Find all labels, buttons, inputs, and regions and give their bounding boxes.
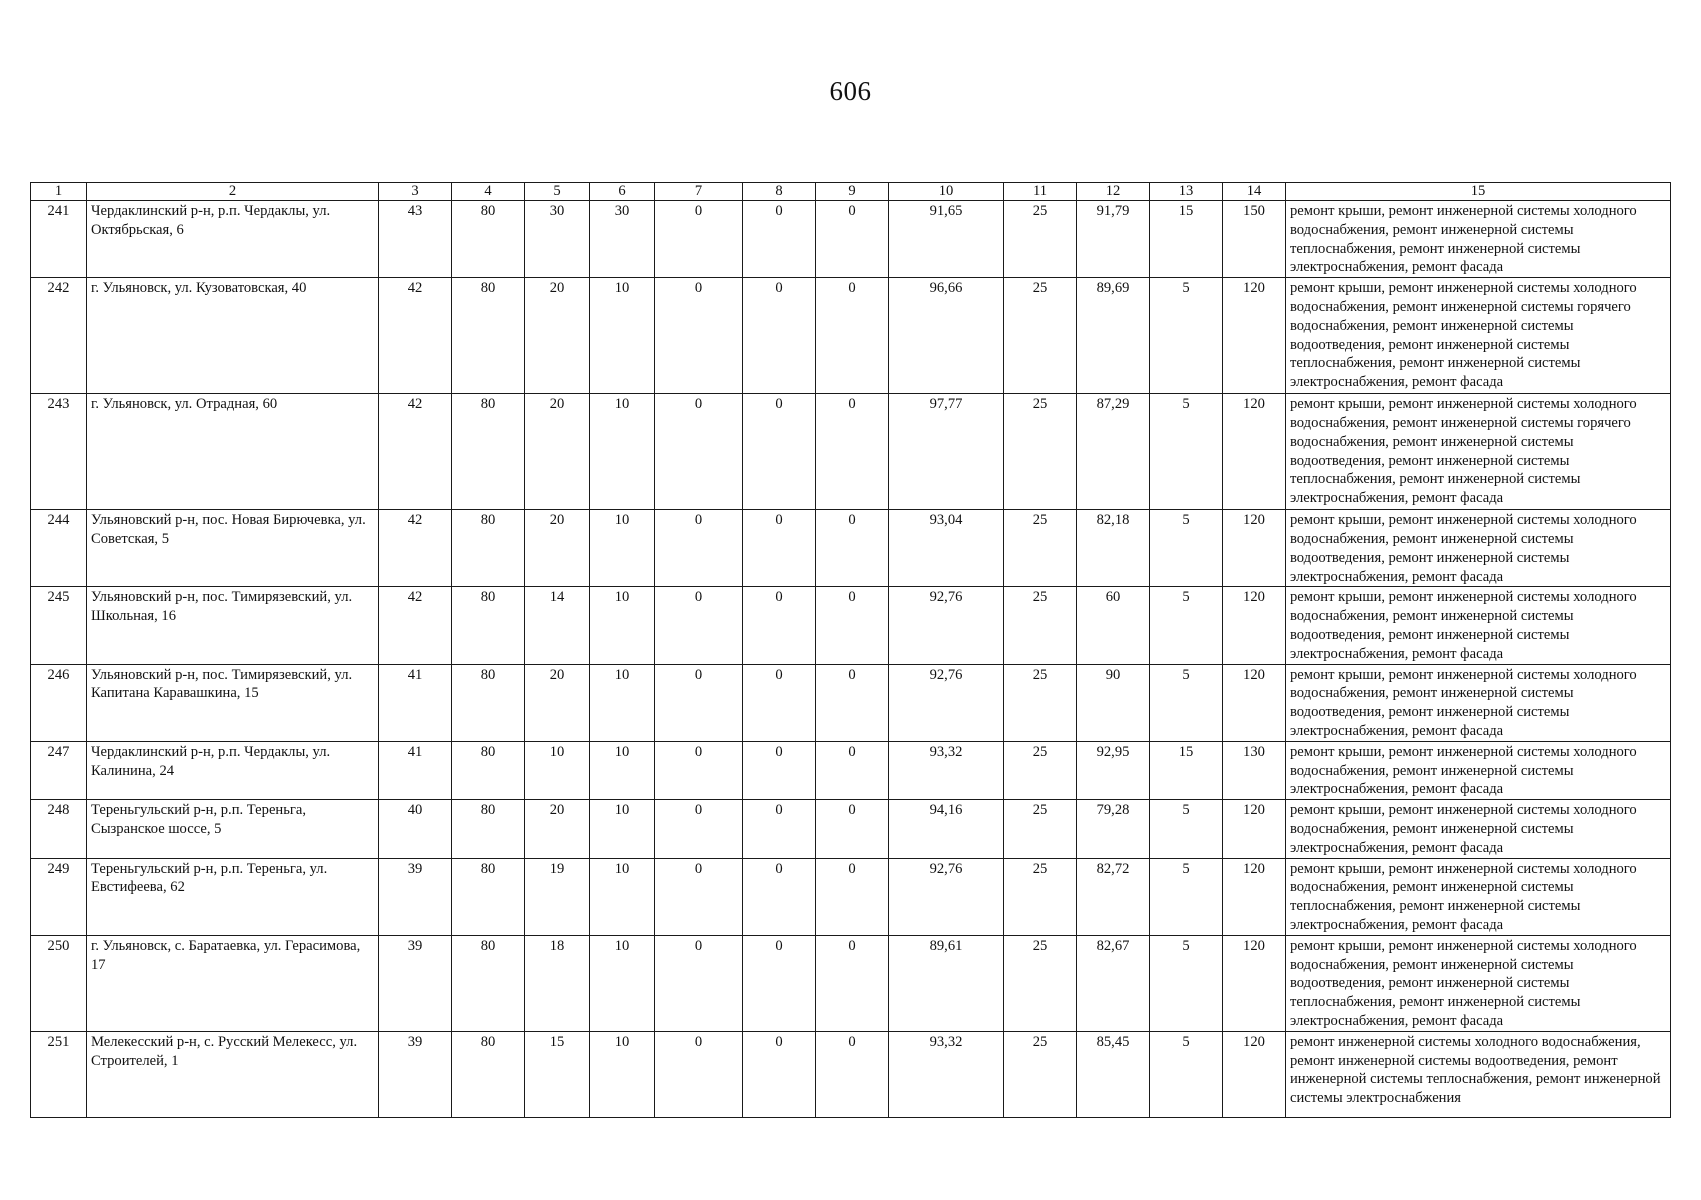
address-cell: Ульяновский р-н, пос. Новая Бирючевка, ул. Советская, 5 bbox=[87, 510, 379, 587]
value-cell: 25 bbox=[1004, 800, 1077, 858]
value-cell: 85,45 bbox=[1077, 1031, 1150, 1117]
value-cell: 42 bbox=[379, 394, 452, 510]
value-cell: 82,18 bbox=[1077, 510, 1150, 587]
value-cell: 0 bbox=[816, 858, 889, 935]
value-cell: 25 bbox=[1004, 1031, 1077, 1117]
value-cell: 89,61 bbox=[889, 935, 1004, 1031]
row-number-cell: 244 bbox=[31, 510, 87, 587]
column-header: 6 bbox=[590, 183, 655, 201]
address-cell: Тереньгульский р-н, р.п. Тереньга, Сызранское шоссе, 5 bbox=[87, 800, 379, 858]
table-row bbox=[31, 1031, 1671, 1117]
address-cell: Тереньгульский р-н, р.п. Тереньга, ул. Евстифеева, 62 bbox=[87, 858, 379, 935]
table-row bbox=[31, 664, 1671, 741]
value-cell: 0 bbox=[743, 800, 816, 858]
row-number-cell: 248 bbox=[31, 800, 87, 858]
value-cell: 10 bbox=[590, 587, 655, 664]
value-cell: 25 bbox=[1004, 201, 1077, 278]
address-cell: г. Ульяновск, ул. Кузоватовская, 40 bbox=[87, 278, 379, 394]
value-cell: 43 bbox=[379, 201, 452, 278]
address-cell: Чердаклинский р-н, р.п. Чердаклы, ул. Калинина, 24 bbox=[87, 741, 379, 799]
value-cell: 120 bbox=[1223, 394, 1286, 510]
value-cell: 120 bbox=[1223, 587, 1286, 664]
value-cell: 20 bbox=[525, 510, 590, 587]
value-cell: 91,65 bbox=[889, 201, 1004, 278]
row-number-cell: 242 bbox=[31, 278, 87, 394]
value-cell: 41 bbox=[379, 741, 452, 799]
column-header: 13 bbox=[1150, 183, 1223, 201]
value-cell: 93,04 bbox=[889, 510, 1004, 587]
value-cell: 20 bbox=[525, 394, 590, 510]
value-cell: 80 bbox=[452, 278, 525, 394]
column-header: 12 bbox=[1077, 183, 1150, 201]
value-cell: 0 bbox=[655, 800, 743, 858]
value-cell: 0 bbox=[816, 201, 889, 278]
value-cell: 42 bbox=[379, 587, 452, 664]
value-cell: 0 bbox=[655, 394, 743, 510]
value-cell: 0 bbox=[743, 858, 816, 935]
value-cell: 0 bbox=[816, 935, 889, 1031]
value-cell: 80 bbox=[452, 587, 525, 664]
value-cell: 14 bbox=[525, 587, 590, 664]
value-cell: 0 bbox=[743, 394, 816, 510]
value-cell: 25 bbox=[1004, 858, 1077, 935]
value-cell: 5 bbox=[1150, 278, 1223, 394]
value-cell: 30 bbox=[525, 201, 590, 278]
repair-works-cell: ремонт инженерной системы холодного водоснабжения, ремонт инженерной системы водоотведения, ремонт инженерной системы теплоснабжения, ремонт инженерной системы электроснабжения bbox=[1286, 1031, 1671, 1117]
row-number-cell: 246 bbox=[31, 664, 87, 741]
value-cell: 120 bbox=[1223, 510, 1286, 587]
value-cell: 10 bbox=[590, 664, 655, 741]
value-cell: 0 bbox=[816, 278, 889, 394]
column-header: 1 bbox=[31, 183, 87, 201]
value-cell: 10 bbox=[590, 935, 655, 1031]
value-cell: 120 bbox=[1223, 1031, 1286, 1117]
address-cell: Чердаклинский р-н, р.п. Чердаклы, ул. Октябрьская, 6 bbox=[87, 201, 379, 278]
value-cell: 87,29 bbox=[1077, 394, 1150, 510]
column-header: 15 bbox=[1286, 183, 1671, 201]
value-cell: 0 bbox=[743, 278, 816, 394]
column-header: 11 bbox=[1004, 183, 1077, 201]
value-cell: 0 bbox=[816, 510, 889, 587]
value-cell: 0 bbox=[743, 201, 816, 278]
repair-works-cell: ремонт крыши, ремонт инженерной системы холодного водоснабжения, ремонт инженерной системы электроснабжения, ремонт фасада bbox=[1286, 741, 1671, 799]
row-number-cell: 247 bbox=[31, 741, 87, 799]
value-cell: 120 bbox=[1223, 664, 1286, 741]
value-cell: 79,28 bbox=[1077, 800, 1150, 858]
value-cell: 120 bbox=[1223, 935, 1286, 1031]
value-cell: 25 bbox=[1004, 664, 1077, 741]
value-cell: 0 bbox=[743, 1031, 816, 1117]
column-header: 4 bbox=[452, 183, 525, 201]
value-cell: 80 bbox=[452, 858, 525, 935]
row-number-cell: 241 bbox=[31, 201, 87, 278]
value-cell: 0 bbox=[743, 935, 816, 1031]
value-cell: 60 bbox=[1077, 587, 1150, 664]
value-cell: 0 bbox=[655, 858, 743, 935]
table-row bbox=[31, 201, 1671, 278]
repair-works-cell: ремонт крыши, ремонт инженерной системы холодного водоснабжения, ремонт инженерной системы водоотведения, ремонт инженерной системы электроснабжения, ремонт фасада bbox=[1286, 587, 1671, 664]
address-cell: Ульяновский р-н, пос. Тимирязевский, ул. Капитана Каравашкина, 15 bbox=[87, 664, 379, 741]
header-row bbox=[31, 183, 1671, 201]
table-row bbox=[31, 587, 1671, 664]
value-cell: 93,32 bbox=[889, 741, 1004, 799]
repair-works-cell: ремонт крыши, ремонт инженерной системы холодного водоснабжения, ремонт инженерной системы горячего водоснабжения, ремонт инженерной системы водоотведения, ремонт инженерной системы теплоснабжения, ремонт инженерной системы электроснабжения, ремонт фасада bbox=[1286, 394, 1671, 510]
table-row bbox=[31, 394, 1671, 510]
repair-works-cell: ремонт крыши, ремонт инженерной системы холодного водоснабжения, ремонт инженерной системы водоотведения, ремонт инженерной системы электроснабжения, ремонт фасада bbox=[1286, 510, 1671, 587]
row-number-cell: 243 bbox=[31, 394, 87, 510]
value-cell: 0 bbox=[655, 587, 743, 664]
row-number-cell: 250 bbox=[31, 935, 87, 1031]
value-cell: 92,76 bbox=[889, 587, 1004, 664]
value-cell: 80 bbox=[452, 510, 525, 587]
table-row bbox=[31, 278, 1671, 394]
value-cell: 10 bbox=[590, 510, 655, 587]
value-cell: 120 bbox=[1223, 278, 1286, 394]
column-header: 10 bbox=[889, 183, 1004, 201]
value-cell: 0 bbox=[816, 587, 889, 664]
value-cell: 18 bbox=[525, 935, 590, 1031]
value-cell: 91,79 bbox=[1077, 201, 1150, 278]
table-row bbox=[31, 858, 1671, 935]
value-cell: 40 bbox=[379, 800, 452, 858]
value-cell: 5 bbox=[1150, 858, 1223, 935]
value-cell: 0 bbox=[816, 1031, 889, 1117]
value-cell: 80 bbox=[452, 201, 525, 278]
value-cell: 20 bbox=[525, 278, 590, 394]
value-cell: 80 bbox=[452, 800, 525, 858]
value-cell: 10 bbox=[590, 1031, 655, 1117]
table-row bbox=[31, 800, 1671, 858]
value-cell: 150 bbox=[1223, 201, 1286, 278]
repair-works-cell: ремонт крыши, ремонт инженерной системы холодного водоснабжения, ремонт инженерной системы теплоснабжения, ремонт инженерной системы электроснабжения, ремонт фасада bbox=[1286, 858, 1671, 935]
column-header: 7 bbox=[655, 183, 743, 201]
address-cell: г. Ульяновск, с. Баратаевка, ул. Герасимова, 17 bbox=[87, 935, 379, 1031]
repair-works-cell: ремонт крыши, ремонт инженерной системы холодного водоснабжения, ремонт инженерной системы горячего водоснабжения, ремонт инженерной системы водоотведения, ремонт инженерной системы теплоснабжения, ремонт инженерной системы электроснабжения, ремонт фасада bbox=[1286, 278, 1671, 394]
page-number: 606 bbox=[829, 76, 872, 106]
value-cell: 0 bbox=[743, 741, 816, 799]
value-cell: 92,76 bbox=[889, 664, 1004, 741]
value-cell: 120 bbox=[1223, 858, 1286, 935]
value-cell: 96,66 bbox=[889, 278, 1004, 394]
repair-works-cell: ремонт крыши, ремонт инженерной системы холодного водоснабжения, ремонт инженерной системы водоотведения, ремонт инженерной системы электроснабжения, ремонт фасада bbox=[1286, 664, 1671, 741]
value-cell: 20 bbox=[525, 800, 590, 858]
value-cell: 25 bbox=[1004, 510, 1077, 587]
repair-works-cell: ремонт крыши, ремонт инженерной системы холодного водоснабжения, ремонт инженерной системы электроснабжения, ремонт фасада bbox=[1286, 800, 1671, 858]
value-cell: 5 bbox=[1150, 394, 1223, 510]
value-cell: 80 bbox=[452, 394, 525, 510]
value-cell: 10 bbox=[590, 394, 655, 510]
value-cell: 0 bbox=[655, 935, 743, 1031]
value-cell: 5 bbox=[1150, 510, 1223, 587]
row-number-cell: 249 bbox=[31, 858, 87, 935]
value-cell: 80 bbox=[452, 741, 525, 799]
value-cell: 10 bbox=[590, 741, 655, 799]
value-cell: 0 bbox=[655, 278, 743, 394]
value-cell: 82,67 bbox=[1077, 935, 1150, 1031]
value-cell: 92,95 bbox=[1077, 741, 1150, 799]
value-cell: 0 bbox=[816, 800, 889, 858]
value-cell: 25 bbox=[1004, 278, 1077, 394]
table-body bbox=[31, 201, 1671, 1118]
value-cell: 39 bbox=[379, 935, 452, 1031]
value-cell: 80 bbox=[452, 1031, 525, 1117]
value-cell: 25 bbox=[1004, 741, 1077, 799]
housing-repair-table bbox=[30, 182, 1671, 1118]
value-cell: 19 bbox=[525, 858, 590, 935]
value-cell: 41 bbox=[379, 664, 452, 741]
value-cell: 10 bbox=[590, 800, 655, 858]
repair-works-cell: ремонт крыши, ремонт инженерной системы холодного водоснабжения, ремонт инженерной системы теплоснабжения, ремонт инженерной системы электроснабжения, ремонт фасада bbox=[1286, 201, 1671, 278]
value-cell: 0 bbox=[655, 201, 743, 278]
value-cell: 130 bbox=[1223, 741, 1286, 799]
table-row bbox=[31, 935, 1671, 1031]
value-cell: 0 bbox=[743, 587, 816, 664]
value-cell: 80 bbox=[452, 935, 525, 1031]
value-cell: 42 bbox=[379, 278, 452, 394]
address-cell: Мелекесский р-н, с. Русский Мелекесс, ул. Строителей, 1 bbox=[87, 1031, 379, 1117]
value-cell: 5 bbox=[1150, 664, 1223, 741]
value-cell: 25 bbox=[1004, 394, 1077, 510]
column-header: 5 bbox=[525, 183, 590, 201]
row-number-cell: 245 bbox=[31, 587, 87, 664]
value-cell: 42 bbox=[379, 510, 452, 587]
value-cell: 0 bbox=[655, 741, 743, 799]
value-cell: 0 bbox=[655, 510, 743, 587]
value-cell: 89,69 bbox=[1077, 278, 1150, 394]
value-cell: 0 bbox=[816, 741, 889, 799]
address-cell: г. Ульяновск, ул. Отрадная, 60 bbox=[87, 394, 379, 510]
value-cell: 0 bbox=[655, 1031, 743, 1117]
value-cell: 15 bbox=[1150, 201, 1223, 278]
value-cell: 20 bbox=[525, 664, 590, 741]
address-cell: Ульяновский р-н, пос. Тимирязевский, ул. Школьная, 16 bbox=[87, 587, 379, 664]
value-cell: 0 bbox=[816, 394, 889, 510]
value-cell: 15 bbox=[525, 1031, 590, 1117]
value-cell: 97,77 bbox=[889, 394, 1004, 510]
value-cell: 93,32 bbox=[889, 1031, 1004, 1117]
value-cell: 0 bbox=[816, 664, 889, 741]
value-cell: 39 bbox=[379, 858, 452, 935]
value-cell: 82,72 bbox=[1077, 858, 1150, 935]
column-header: 2 bbox=[87, 183, 379, 201]
value-cell: 5 bbox=[1150, 800, 1223, 858]
value-cell: 0 bbox=[743, 510, 816, 587]
value-cell: 10 bbox=[590, 278, 655, 394]
value-cell: 94,16 bbox=[889, 800, 1004, 858]
value-cell: 5 bbox=[1150, 1031, 1223, 1117]
repair-works-cell: ремонт крыши, ремонт инженерной системы холодного водоснабжения, ремонт инженерной системы водоотведения, ремонт инженерной системы теплоснабжения, ремонт инженерной системы электроснабжения, ремонт фасада bbox=[1286, 935, 1671, 1031]
value-cell: 10 bbox=[525, 741, 590, 799]
column-header: 14 bbox=[1223, 183, 1286, 201]
value-cell: 120 bbox=[1223, 800, 1286, 858]
row-number-cell: 251 bbox=[31, 1031, 87, 1117]
column-header: 3 bbox=[379, 183, 452, 201]
table-row bbox=[31, 741, 1671, 799]
value-cell: 5 bbox=[1150, 935, 1223, 1031]
column-header: 8 bbox=[743, 183, 816, 201]
value-cell: 0 bbox=[743, 664, 816, 741]
value-cell: 5 bbox=[1150, 587, 1223, 664]
value-cell: 90 bbox=[1077, 664, 1150, 741]
table-row bbox=[31, 510, 1671, 587]
value-cell: 80 bbox=[452, 664, 525, 741]
value-cell: 39 bbox=[379, 1031, 452, 1117]
value-cell: 15 bbox=[1150, 741, 1223, 799]
value-cell: 0 bbox=[655, 664, 743, 741]
value-cell: 92,76 bbox=[889, 858, 1004, 935]
column-header: 9 bbox=[816, 183, 889, 201]
value-cell: 30 bbox=[590, 201, 655, 278]
value-cell: 25 bbox=[1004, 935, 1077, 1031]
value-cell: 10 bbox=[590, 858, 655, 935]
value-cell: 25 bbox=[1004, 587, 1077, 664]
